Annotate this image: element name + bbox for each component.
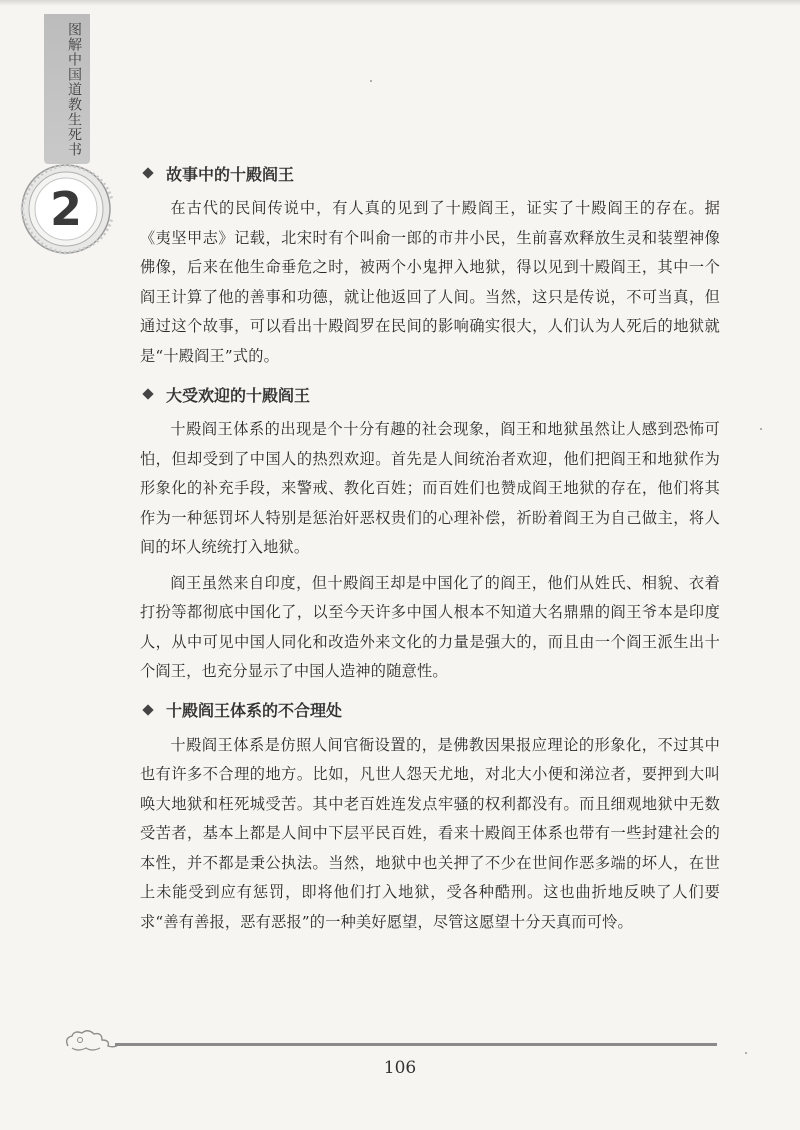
- section-popularity: [140, 381, 720, 687]
- paragraph: 阎王虽然来自印度，但十殿阎王却是中国化了的阎王，他们从姓氏、相貌、衣着打扮等都彻底中国化了，以至今天许多中国人根本不知道大名鼎鼎的阎王爷本是印度人，从中可见中国人同化和改造外来文化的力量是强大的，而且由一个阎王派生出十个阎王，也充分显示了中国人造神的随意性。: [140, 573, 720, 680]
- paragraph: 十殿阎王体系的出现是个十分有趣的社会现象，阎王和地狱虽然让人感到恐怖可怕，但却受到了中国人的热烈欢迎。首先是人间统治者欢迎，他们把阎王和地狱作为形象化的补充手段，来警戒、教化百姓；而百姓们也赞成阎王地狱的存在，他们将其作为一种惩罚坏人特别是惩治奸恶权贵们的心理补偿，祈盼着阎王为自己做主，将人间的坏人统统打入地狱。: [140, 420, 720, 556]
- section-heading-text: 十殿阎王体系的不合理处: [166, 701, 343, 720]
- section-heading-text: 大受欢迎的十殿阎王: [166, 385, 311, 405]
- scan-speck: [745, 1052, 747, 1054]
- diamond-bullet-icon: [142, 704, 153, 715]
- diamond-bullet-icon: [142, 388, 153, 399]
- scan-speck: [370, 80, 372, 82]
- diamond-bullet-icon: [142, 167, 153, 178]
- main-content: [140, 160, 720, 947]
- page-top-shadow: [0, 0, 800, 6]
- section-heading: [140, 697, 720, 723]
- section-heading: [140, 160, 720, 186]
- section-heading: [140, 381, 720, 407]
- page-number: 106: [383, 1058, 417, 1078]
- section-story: [140, 160, 720, 371]
- footer-rule: [115, 1043, 717, 1046]
- scan-speck: [760, 428, 762, 430]
- series-title: 图解中国道教生死书: [66, 22, 82, 157]
- paragraph: 在古代的民间传说中，有人真的见到了十殿阎王，证实了十殿阎王的存在。据《夷坚甲志》记载，北宋时有个叫俞一郎的市井小民，生前喜欢释放生灵和装塑神像佛像，后来在他生命垂危之时，被两个小鬼押入地狱，得以见到十殿阎王，其中一个阎王计算了他的善事和功德，就让他返回了人间。当然，这只是传说，不可当真，但通过这个故事，可以看出十殿阎罗在民间的影响确实很大，人们认为人死后的地狱就是“十殿阎王”式的。: [140, 199, 720, 365]
- paragraph: 十殿阎王体系是仿照人间官衙设置的，是佛教因果报应理论的形象化，不过其中也有许多不合理的地方。比如，凡世人怨天尤地，对北大小便和涕泣者，要押到大叫唤大地狱和枉死城受苦。其中老百姓连发点牢骚的权利都没有。而且细观地狱中无数受苦者，基本上都是人间中下层平民百姓，看来十殿阎王体系也带有一些封建社会的本性，并不都是秉公执法。当然，地狱中也关押了不少在世间作恶多端的坏人，在世上未能受到应有惩罚，即将他们打入地狱，受各种酷刑。这也曲折地反映了人们要求“善有善报，恶有恶报”的一种美好愿望，尽管这愿望十分天真而可怜。: [140, 735, 720, 931]
- chapter-number: 2: [49, 182, 82, 236]
- section-heading-text: 故事中的十殿阎王: [166, 164, 295, 184]
- cloud-ornament-icon: [62, 1026, 122, 1056]
- section-unreasonable: [140, 697, 720, 938]
